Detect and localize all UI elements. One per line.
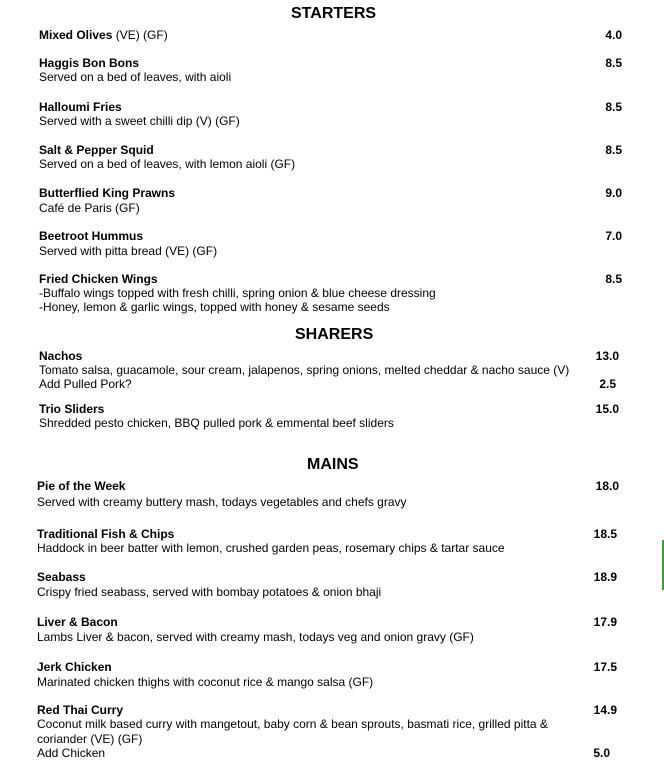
item-name: Fried Chicken Wings bbox=[39, 272, 158, 286]
item-description: Served with pitta bread (VE) (GF) bbox=[39, 244, 218, 258]
item-description: Haddock in beer batter with lemon, crushed garden peas, rosemary chips & tartar sauce bbox=[37, 541, 505, 555]
item-price: 17.9 bbox=[593, 615, 617, 629]
item-name: Traditional Fish & Chips bbox=[37, 527, 175, 541]
item-description: Coconut milk based curry with mangetout, baby corn & bean sprouts, basmati rice, grilled pitta & bbox=[37, 717, 548, 731]
item-name: Mixed Olives bbox=[39, 28, 113, 42]
item-description: -Honey, lemon & garlic wings, topped with honey & sesame seeds bbox=[39, 300, 390, 314]
item-price: 18.0 bbox=[595, 479, 619, 493]
addon-price: 2.5 bbox=[599, 377, 616, 391]
item-name: Red Thai Curry bbox=[37, 703, 124, 717]
item-price: 17.5 bbox=[593, 660, 617, 674]
item-description: Lambs Liver & bacon, served with creamy mash, todays veg and onion gravy (GF) bbox=[37, 630, 474, 644]
item-name: Seabass bbox=[37, 570, 86, 584]
item-name: Pie of the Week bbox=[37, 479, 126, 493]
item-description: -Buffalo wings topped with fresh chilli, spring onion & blue cheese dressing bbox=[39, 286, 436, 300]
item-name: Beetroot Hummus bbox=[39, 229, 144, 243]
item-price: 18.9 bbox=[593, 570, 617, 584]
item-description: coriander (VE) (GF) bbox=[37, 732, 143, 746]
mains-heading: MAINS bbox=[307, 456, 359, 473]
item-description: Crispy fried seabass, served with bombay potatoes & onion bhaji bbox=[37, 585, 382, 599]
item-name: Halloumi Fries bbox=[39, 100, 122, 114]
item-description: Served on a bed of leaves, with lemon aioli (GF) bbox=[39, 157, 296, 171]
item-price: 18.5 bbox=[593, 527, 617, 541]
item-price: 8.5 bbox=[605, 56, 622, 70]
item-dietary: (VE) (GF) bbox=[112, 28, 168, 42]
item-name: Salt & Pepper Squid bbox=[39, 143, 154, 157]
item-description: Served with a sweet chilli dip (V) (GF) bbox=[39, 114, 240, 128]
item-name: Liver & Bacon bbox=[37, 615, 118, 629]
item-description: Café de Paris (GF) bbox=[39, 201, 140, 215]
item-price: 8.5 bbox=[605, 143, 622, 157]
item-price: 4.0 bbox=[605, 28, 622, 42]
top-edge-decoration bbox=[474, 0, 564, 4]
sharers-heading: SHARERS bbox=[295, 326, 374, 343]
item-name: Haggis Bon Bons bbox=[39, 56, 140, 70]
item-description: Shredded pesto chicken, BBQ pulled pork & emmental beef sliders bbox=[39, 416, 394, 430]
item-description: Served with creamy buttery mash, todays vegetables and chefs gravy bbox=[37, 495, 407, 509]
item-price: 14.9 bbox=[593, 703, 617, 717]
item-name: Trio Sliders bbox=[39, 402, 105, 416]
item-price: 13.0 bbox=[595, 349, 619, 363]
item-price: 15.0 bbox=[595, 402, 619, 416]
item-name: Butterflied King Prawns bbox=[39, 186, 176, 200]
item-name: Nachos bbox=[39, 349, 83, 363]
starters-heading: STARTERS bbox=[291, 5, 377, 22]
item-price: 9.0 bbox=[605, 186, 622, 200]
item-price: 7.0 bbox=[605, 229, 622, 243]
item-addon: Add Chicken bbox=[37, 746, 106, 760]
item-description: Tomato salsa, guacamole, sour cream, jalapenos, spring onions, melted cheddar & nacho sauce (V) bbox=[39, 363, 570, 377]
item-addon: Add Pulled Pork? bbox=[39, 377, 132, 391]
addon-price: 5.0 bbox=[593, 746, 610, 760]
item-name: Jerk Chicken bbox=[37, 660, 112, 674]
item-description: Served on a bed of leaves, with aioli bbox=[39, 70, 232, 84]
item-price: 8.5 bbox=[605, 272, 622, 286]
item-price: 8.5 bbox=[605, 100, 622, 114]
item-description: Marinated chicken thighs with coconut rice & mango salsa (GF) bbox=[37, 675, 374, 689]
